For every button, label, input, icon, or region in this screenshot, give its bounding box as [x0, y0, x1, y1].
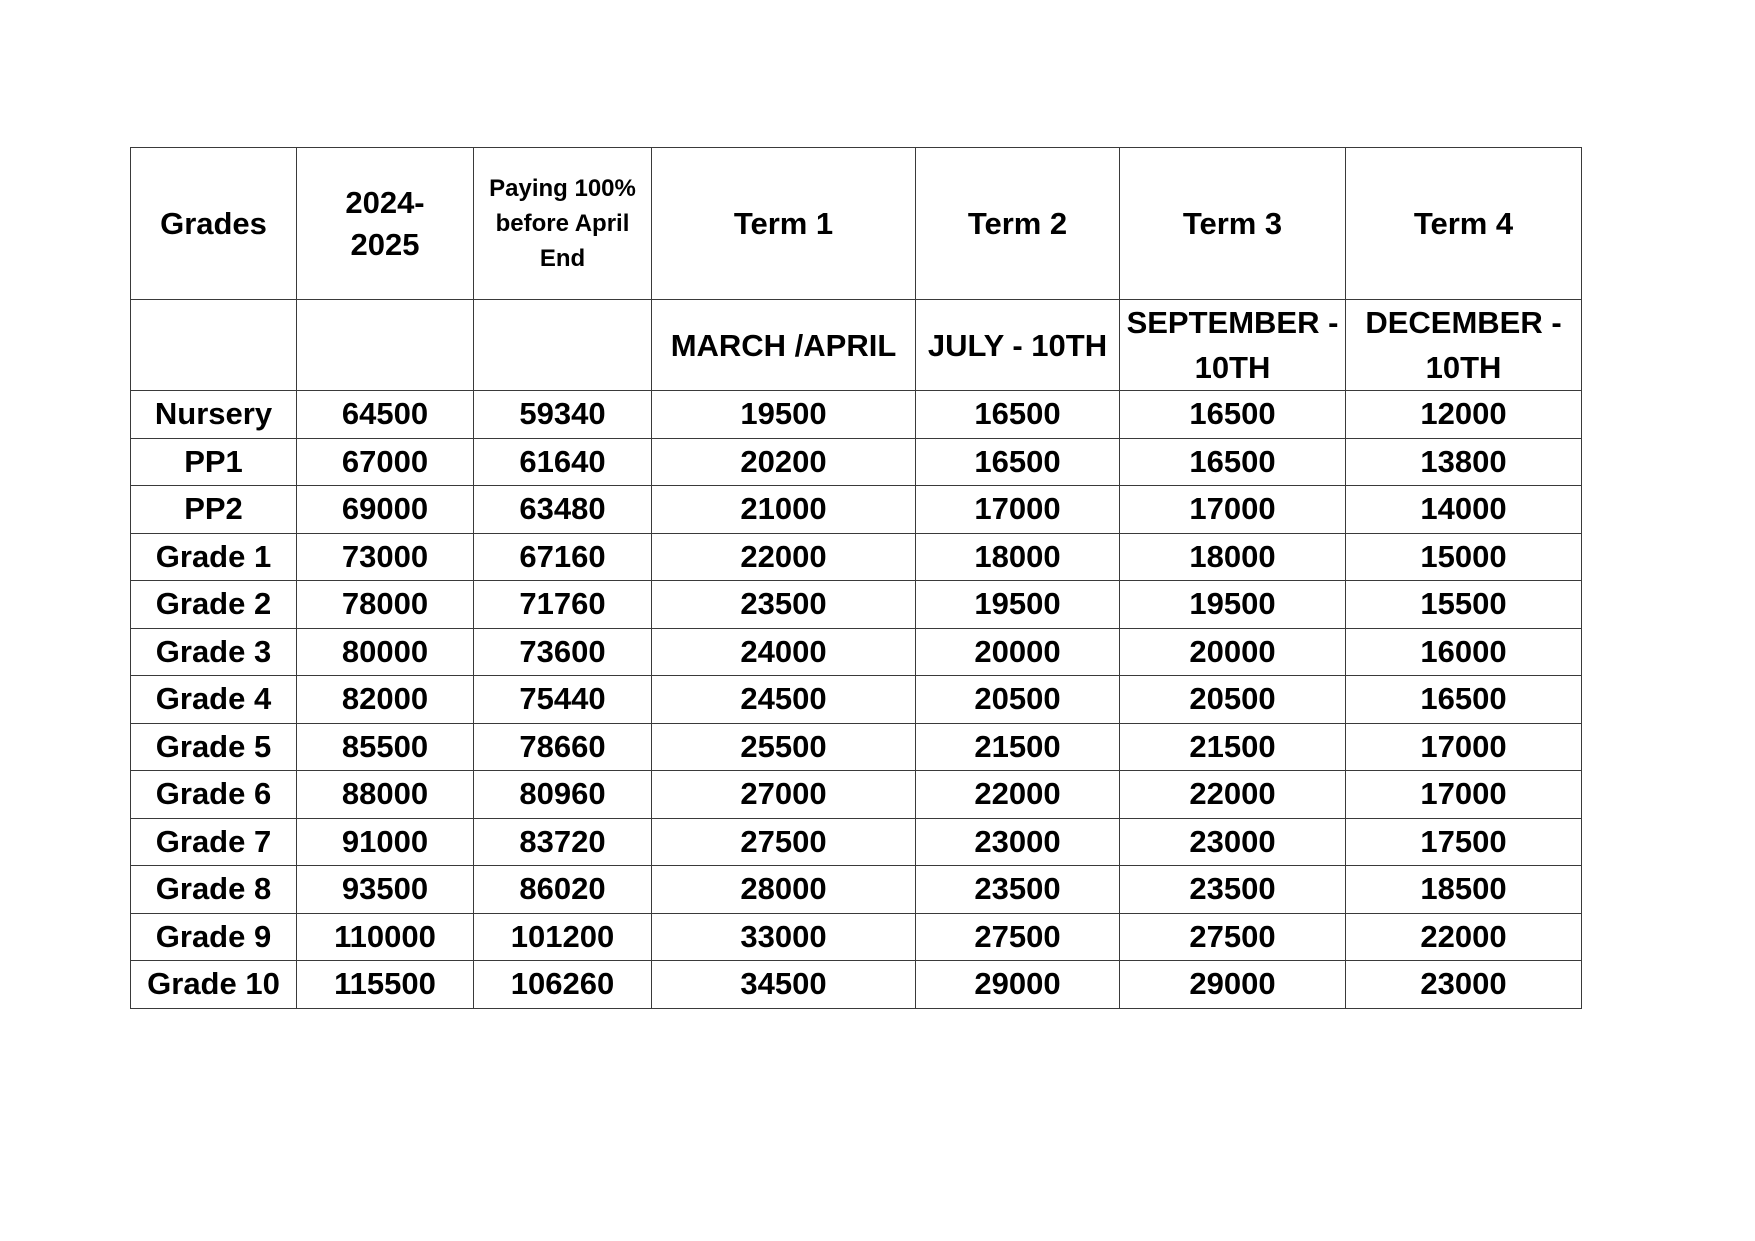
- grade-cell: Grade 8: [131, 866, 297, 914]
- grade-cell: Grade 6: [131, 771, 297, 819]
- term-1-fee-cell: 28000: [652, 866, 916, 914]
- full-payment-fee-cell: 67160: [474, 533, 652, 581]
- header-term-2: Term 2: [916, 148, 1120, 300]
- term-1-fee-cell: 27000: [652, 771, 916, 819]
- full-payment-fee-cell: 86020: [474, 866, 652, 914]
- table-row: [131, 961, 1582, 1009]
- grade-cell: PP1: [131, 438, 297, 486]
- header-term-1: Term 1: [652, 148, 916, 300]
- term-3-fee-cell: 22000: [1120, 771, 1346, 819]
- subheader-term-4-period: DECEMBER - 10TH: [1346, 300, 1582, 391]
- table-row: [131, 913, 1582, 961]
- table-row: [131, 723, 1582, 771]
- term-4-fee-cell: 15500: [1346, 581, 1582, 629]
- term-2-fee-cell: 16500: [916, 438, 1120, 486]
- term-1-fee-cell: 33000: [652, 913, 916, 961]
- full-payment-fee-cell: 106260: [474, 961, 652, 1009]
- term-4-fee-cell: 23000: [1346, 961, 1582, 1009]
- subheader-year: [297, 300, 474, 391]
- term-4-fee-cell: 13800: [1346, 438, 1582, 486]
- grade-cell: Grade 3: [131, 628, 297, 676]
- annual-fee-cell: 80000: [297, 628, 474, 676]
- term-3-fee-cell: 16500: [1120, 391, 1346, 439]
- term-4-fee-cell: 14000: [1346, 486, 1582, 534]
- term-2-fee-cell: 20500: [916, 676, 1120, 724]
- header-term-3: Term 3: [1120, 148, 1346, 300]
- grade-cell: PP2: [131, 486, 297, 534]
- term-3-fee-cell: 20500: [1120, 676, 1346, 724]
- term-3-fee-cell: 21500: [1120, 723, 1346, 771]
- grade-cell: Grade 9: [131, 913, 297, 961]
- grade-cell: Grade 5: [131, 723, 297, 771]
- term-1-fee-cell: 27500: [652, 818, 916, 866]
- annual-fee-cell: 91000: [297, 818, 474, 866]
- subheader-full-payment: [474, 300, 652, 391]
- full-payment-fee-cell: 63480: [474, 486, 652, 534]
- fee-schedule-table: [130, 147, 1582, 1009]
- table-row: [131, 771, 1582, 819]
- term-3-fee-cell: 19500: [1120, 581, 1346, 629]
- term-2-fee-cell: 18000: [916, 533, 1120, 581]
- full-payment-fee-cell: 73600: [474, 628, 652, 676]
- table-row: [131, 391, 1582, 439]
- term-1-fee-cell: 34500: [652, 961, 916, 1009]
- term-1-fee-cell: 21000: [652, 486, 916, 534]
- term-2-fee-cell: 22000: [916, 771, 1120, 819]
- table-row: [131, 486, 1582, 534]
- term-3-fee-cell: 20000: [1120, 628, 1346, 676]
- header-full-payment: Paying 100% before April End: [474, 148, 652, 300]
- term-2-fee-cell: 17000: [916, 486, 1120, 534]
- subheader-grades: [131, 300, 297, 391]
- full-payment-fee-cell: 71760: [474, 581, 652, 629]
- term-4-fee-cell: 17500: [1346, 818, 1582, 866]
- subheader-term-2-period: JULY - 10TH: [916, 300, 1120, 391]
- term-2-fee-cell: 16500: [916, 391, 1120, 439]
- annual-fee-cell: 64500: [297, 391, 474, 439]
- annual-fee-cell: 69000: [297, 486, 474, 534]
- subheader-term-1-period: MARCH /APRIL: [652, 300, 916, 391]
- annual-fee-cell: 73000: [297, 533, 474, 581]
- header-row: [131, 148, 1582, 300]
- annual-fee-cell: 85500: [297, 723, 474, 771]
- grade-cell: Grade 4: [131, 676, 297, 724]
- term-2-fee-cell: 23500: [916, 866, 1120, 914]
- term-3-fee-cell: 23000: [1120, 818, 1346, 866]
- table-row: [131, 581, 1582, 629]
- full-payment-fee-cell: 80960: [474, 771, 652, 819]
- term-2-fee-cell: 20000: [916, 628, 1120, 676]
- term-3-fee-cell: 16500: [1120, 438, 1346, 486]
- header-term-4: Term 4: [1346, 148, 1582, 300]
- annual-fee-cell: 110000: [297, 913, 474, 961]
- grade-cell: Grade 10: [131, 961, 297, 1009]
- term-2-fee-cell: 21500: [916, 723, 1120, 771]
- full-payment-fee-cell: 75440: [474, 676, 652, 724]
- term-4-fee-cell: 18500: [1346, 866, 1582, 914]
- annual-fee-cell: 78000: [297, 581, 474, 629]
- term-1-fee-cell: 20200: [652, 438, 916, 486]
- term-1-fee-cell: 22000: [652, 533, 916, 581]
- term-3-fee-cell: 18000: [1120, 533, 1346, 581]
- full-payment-fee-cell: 83720: [474, 818, 652, 866]
- header-year: 2024- 2025: [297, 148, 474, 300]
- term-1-fee-cell: 24500: [652, 676, 916, 724]
- annual-fee-cell: 67000: [297, 438, 474, 486]
- annual-fee-cell: 93500: [297, 866, 474, 914]
- term-1-fee-cell: 24000: [652, 628, 916, 676]
- term-4-fee-cell: 15000: [1346, 533, 1582, 581]
- subheader-row: [131, 300, 1582, 391]
- term-3-fee-cell: 23500: [1120, 866, 1346, 914]
- term-4-fee-cell: 17000: [1346, 723, 1582, 771]
- annual-fee-cell: 82000: [297, 676, 474, 724]
- term-2-fee-cell: 29000: [916, 961, 1120, 1009]
- full-payment-fee-cell: 78660: [474, 723, 652, 771]
- table-row: [131, 866, 1582, 914]
- term-1-fee-cell: 25500: [652, 723, 916, 771]
- full-payment-fee-cell: 59340: [474, 391, 652, 439]
- term-4-fee-cell: 16000: [1346, 628, 1582, 676]
- term-4-fee-cell: 17000: [1346, 771, 1582, 819]
- header-grades: Grades: [131, 148, 297, 300]
- table-row: [131, 438, 1582, 486]
- term-4-fee-cell: 16500: [1346, 676, 1582, 724]
- subheader-term-3-period: SEPTEMBER - 10TH: [1120, 300, 1346, 391]
- table-row: [131, 628, 1582, 676]
- term-2-fee-cell: 27500: [916, 913, 1120, 961]
- term-2-fee-cell: 23000: [916, 818, 1120, 866]
- term-3-fee-cell: 17000: [1120, 486, 1346, 534]
- term-1-fee-cell: 19500: [652, 391, 916, 439]
- term-2-fee-cell: 19500: [916, 581, 1120, 629]
- term-3-fee-cell: 29000: [1120, 961, 1346, 1009]
- term-4-fee-cell: 22000: [1346, 913, 1582, 961]
- annual-fee-cell: 115500: [297, 961, 474, 1009]
- grade-cell: Grade 7: [131, 818, 297, 866]
- grade-cell: Grade 1: [131, 533, 297, 581]
- grade-cell: Nursery: [131, 391, 297, 439]
- term-1-fee-cell: 23500: [652, 581, 916, 629]
- table-row: [131, 533, 1582, 581]
- grade-cell: Grade 2: [131, 581, 297, 629]
- table-row: [131, 818, 1582, 866]
- annual-fee-cell: 88000: [297, 771, 474, 819]
- term-4-fee-cell: 12000: [1346, 391, 1582, 439]
- full-payment-fee-cell: 61640: [474, 438, 652, 486]
- table-row: [131, 676, 1582, 724]
- full-payment-fee-cell: 101200: [474, 913, 652, 961]
- term-3-fee-cell: 27500: [1120, 913, 1346, 961]
